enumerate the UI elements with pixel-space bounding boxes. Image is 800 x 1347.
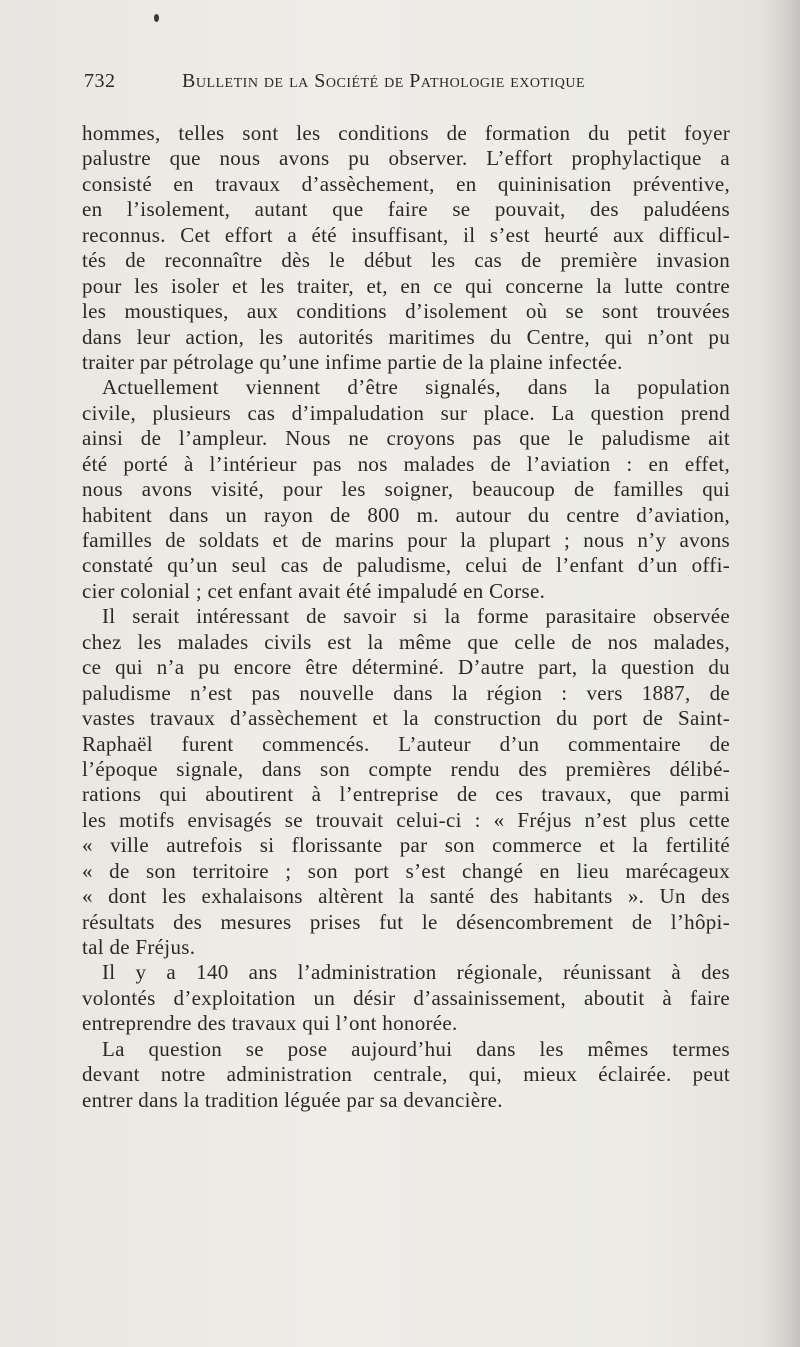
text-line: reconnus. Cet effort a été insuffisant, il s’est heurté aux difficul- [82,222,730,247]
page-number: 732 [84,70,116,92]
text-line: les motifs envisagés se trouvait celui-ci : « Fréjus n’est plus cette [82,807,730,832]
text-line: ainsi de l’ampleur. Nous ne croyons pas que le paludisme ait [82,426,730,451]
text-line: pour les isoler et les traiter, et, en ce qui concerne la lutte contre [82,273,730,298]
running-title: Bulletin de la Société de Pathologie exotique [182,70,586,92]
text-line: l’époque signale, dans son compte rendu des premières délibé- [82,756,730,781]
text-line: tés de reconnaître dès le début les cas de première invasion [82,248,730,273]
text-line: entreprendre des travaux qui l’ont honorée. [82,1011,458,1036]
paragraph-start-line: La question se pose aujourd’hui dans les mêmes termes [102,1036,730,1061]
text-line: « ville autrefois si florissante par son commerce et la fertilité [82,833,730,858]
text-line: les moustiques, aux conditions d’isolement où se sont trouvées [82,299,730,324]
text-line: dans leur action, les autorités maritimes du Centre, qui n’ont pu [82,324,730,349]
text-line: vastes travaux d’assèchement et la construction du port de Saint- [82,706,730,731]
text-line: été porté à l’intérieur pas nos malades de l’aviation : en effet, [82,451,730,476]
text-line: résultats des mesures prises fut le désencombrement de l’hôpi- [82,909,730,934]
text-line: civile, plusieurs cas d’impaludation sur place. La question prend [82,400,730,425]
text-line: traiter par pétrolage qu’une infime partie de la plaine infectée. [82,349,623,374]
text-line: Raphaël furent commencés. L’auteur d’un commentaire de [82,731,730,756]
text-line: « de son territoire ; son port s’est changé en lieu marécageux [82,858,730,883]
paragraph-start-line: Actuellement viennent d’être signalés, dans la population [102,375,730,400]
text-line: habitent dans un rayon de 800 m. autour du centre d’aviation, [82,502,730,527]
text-line: consisté en travaux d’assèchement, en quininisation préventive, [82,171,730,196]
text-line: tal de Fréjus. [82,935,196,959]
text-line: chez les malades civils est la même que celle de nos malades, [82,629,730,654]
text-line: paludisme n’est pas nouvelle dans la région : vers 1887, de [82,680,730,705]
page-edge-shadow [760,0,800,1347]
text-line: hommes, telles sont les conditions de formation du petit foyer [82,121,730,145]
text-line: palustre que nous avons pu observer. L’effort prophylactique a [82,146,730,171]
ink-speck [154,14,159,22]
text-line: rations qui aboutirent à l’entreprise de ces travaux, que parmi [82,782,730,807]
text-line: constaté qu’un seul cas de paludisme, celui de l’enfant d’un offi- [82,553,730,578]
text-line: « dont les exhalaisons altèrent la santé des habitants ». Un des [82,884,730,909]
text-line: volontés d’exploitation un désir d’assainissement, aboutit à faire [82,985,730,1010]
text-line: en l’isolement, autant que faire se pouvait, des paludéens [82,197,730,222]
text-line: ce qui n’a pu encore être déterminé. D’autre part, la question du [82,655,730,680]
text-line: nous avons visité, pour les soigner, beaucoup de familles qui [82,477,730,502]
text-line: devant notre administration centrale, qui, mieux éclairée. peut [82,1062,730,1087]
page-header [84,70,724,104]
body-text [82,121,730,1113]
text-line: cier colonial ; cet enfant avait été impaludé en Corse. [82,578,546,603]
text-line: entrer dans la tradition léguée par sa devancière. [82,1087,503,1112]
text-line: familles de soldats et de marins pour la plupart ; nous n’y avons [82,528,730,552]
paragraph-start-line: Il y a 140 ans l’administration régionale, réunissant à des [102,960,730,985]
paragraph-start-line: Il serait intéressant de savoir si la forme parasitaire observée [102,604,730,629]
